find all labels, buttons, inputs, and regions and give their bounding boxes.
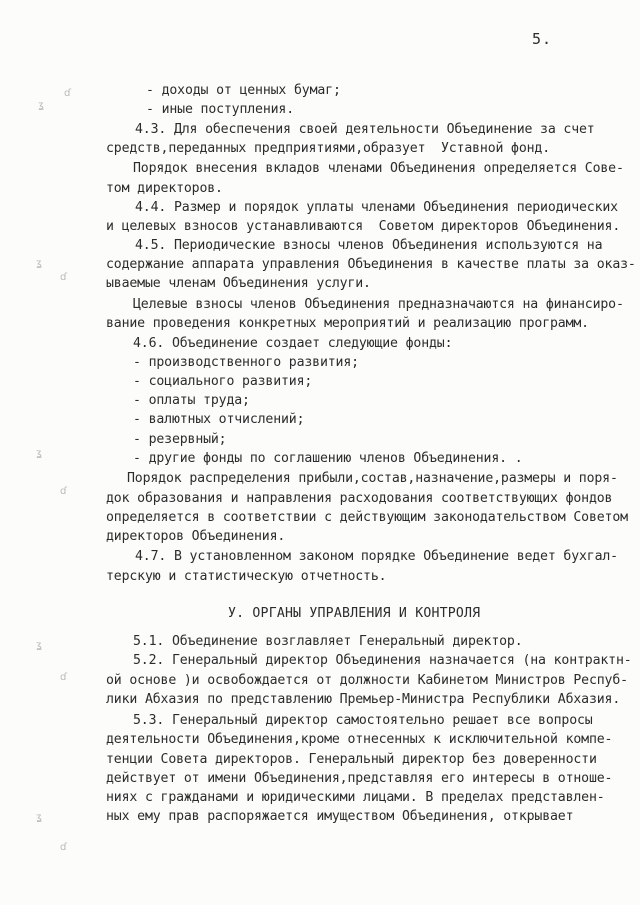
margin-mark: ɗ xyxy=(60,842,67,853)
text-line: ниях с гражданами и юридическими лицами. В пределах представлен- xyxy=(106,790,605,805)
text-line: - доходы от ценных бумаг; xyxy=(146,83,341,98)
text-line: содержание аппарата управления Объединения в качестве платы за оказ- xyxy=(106,257,636,272)
text-line: - резервный; xyxy=(133,432,227,447)
text-line: Порядок распределения прибыли,состав,назначение,размеры и поря- xyxy=(127,471,618,486)
text-line: ой основе )и освобождается от должности Кабинетом Министров Респуб- xyxy=(106,673,628,688)
text-line: - иные поступления. xyxy=(146,102,295,117)
text-line: 4.7. В установленном законом порядке Объединение ведет бухгал- xyxy=(135,549,618,564)
margin-mark: ʓ xyxy=(36,258,42,269)
text-line: Целевые взносы членов Объединения предназначаются на финансиро- xyxy=(133,297,624,312)
margin-mark: ʓ xyxy=(38,100,44,111)
text-line: действует от имени Объединения,представляя его интересы в отноше- xyxy=(106,771,613,786)
text-line: ываемые членам Объединения услуги. xyxy=(106,276,371,291)
text-line: вание проведения конкретных мероприятий и реализацию программ. xyxy=(106,316,589,331)
text-line: - социального развития; xyxy=(133,374,313,389)
text-line: док образования и направления расходования соответствующих фондов xyxy=(106,491,613,506)
text-line: ных ему прав распоряжается имуществом Объединения, открывает xyxy=(106,809,574,824)
text-line: - другие фонды по соглашению членов Объединения. . xyxy=(133,451,523,466)
page-number: 5. xyxy=(532,30,553,48)
text-line: Порядок внесения вкладов членами Объединения определяется Сове- xyxy=(133,161,624,176)
text-line: 5.2. Генеральный директор Объединения назначается (на контрактн- xyxy=(133,653,632,668)
text-line: 4.5. Периодические взносы членов Объединения используются на xyxy=(135,238,603,253)
text-line: определяется в соответствии с действующим законодательством Советом xyxy=(106,510,628,525)
text-line: тенции Совета директоров. Генеральный директор без доверенности xyxy=(106,752,597,767)
text-line: 4.6. Объединение создает следующие фонды: xyxy=(133,336,453,351)
margin-mark: ɗ xyxy=(64,88,71,99)
text-line: - оплаты труда; xyxy=(133,393,250,408)
text-line: лики Абхазия по представлению Премьер-Министра Республики Абхазия. xyxy=(106,692,621,707)
text-line: 4.3. Для обеспечения своей деятельности Объединение за счет xyxy=(135,122,595,137)
text-line: средств,переданных предприятиями,образует Уставной фонд. xyxy=(106,141,551,156)
text-line: директоров Объединения. xyxy=(106,529,286,544)
margin-mark: ʓ xyxy=(36,448,42,459)
text-line: - производственного развития; xyxy=(133,355,359,370)
text-line: - валютных отчислений; xyxy=(133,412,305,427)
section-heading: У. ОРГАНЫ УПРАВЛЕНИЯ И КОНТРОЛЯ xyxy=(228,606,481,621)
margin-mark: ɗ xyxy=(60,272,67,283)
margin-mark: ʓ xyxy=(36,812,42,823)
text-line: 4.4. Размер и порядок уплаты членами Объединения периодических xyxy=(135,200,618,215)
margin-mark: ɗ xyxy=(60,486,67,497)
text-line: и целевых взносов устанавливаются Советом директоров Объединения. xyxy=(106,219,621,234)
text-line: том директоров. xyxy=(106,181,223,196)
margin-mark: ɗ xyxy=(60,672,67,683)
text-line: 5.3. Генеральный директор самостоятельно решает все вопросы xyxy=(133,713,593,728)
text-line: терскую и статистическую отчетность. xyxy=(106,569,387,584)
text-line: деятельности Объединения,кроме отнесенных к исключительной компе- xyxy=(106,732,613,747)
text-line: 5.1. Объединение возглавляет Генеральный директор. xyxy=(133,634,523,649)
margin-mark: ʓ xyxy=(36,640,42,651)
